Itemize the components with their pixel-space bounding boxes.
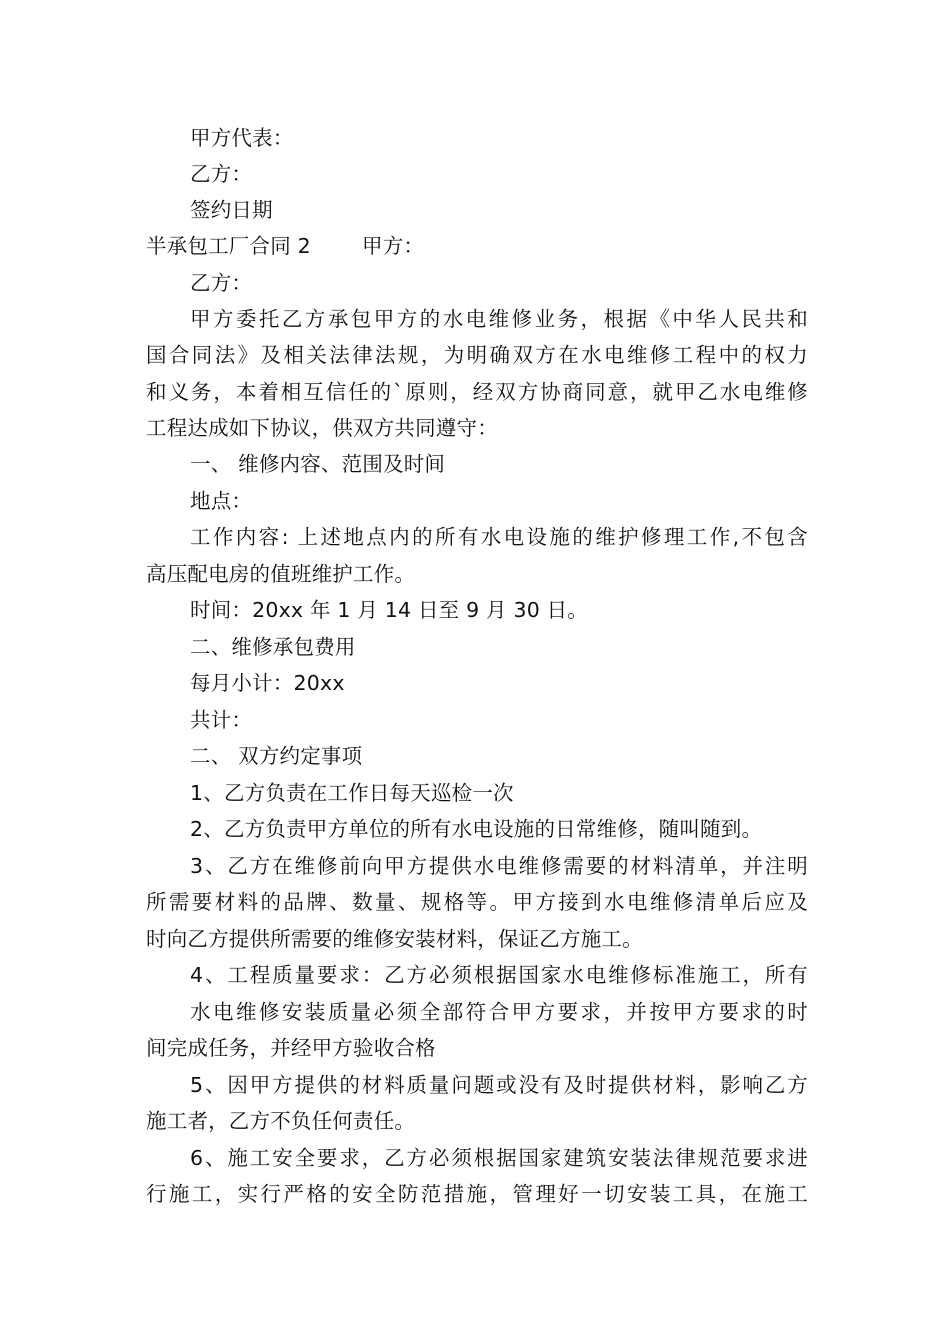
paragraph-line: 间完成任务，并经甲方验收合格 <box>146 1036 436 1060</box>
section-heading: 二、维修承包费用 <box>190 635 356 659</box>
text-line: 签约日期 <box>190 198 273 222</box>
list-item: 1、乙方负责在工作日每天巡检一次 <box>190 781 514 805</box>
paragraph-line: 工程达成如下协议，供双方共同遵守： <box>146 416 498 440</box>
paragraph-line: 和义务，本着相互信任的`原则，经双方协商同意，就甲乙水电维修 <box>146 380 808 404</box>
list-item: 5、因甲方提供的材料质量问题或没有及时提供材料，影响乙方 <box>190 1073 808 1097</box>
list-item: 3、乙方在维修前向甲方提供水电维修需要的材料清单，并注明 <box>190 854 808 878</box>
paragraph-line: 甲方委托乙方承包甲方的水电维修业务，根据《中华人民共和 <box>190 307 808 331</box>
paragraph-line: 时向乙方提供所需要的维修安装材料，保证乙方施工。 <box>146 927 643 951</box>
text-line: 共计： <box>190 708 253 732</box>
paragraph-line: 所需要材料的品牌、数量、规格等。甲方接到水电维修清单后应及 <box>146 890 808 914</box>
text-line: 每月小计：20xx <box>190 671 345 695</box>
paragraph-line: 施工者，乙方不负任何责任。 <box>146 1109 416 1133</box>
section-heading: 半承包工厂合同 2 <box>146 234 311 258</box>
list-item: 4、工程质量要求：乙方必须根据国家水电维修标准施工，所有 <box>190 963 808 987</box>
text-line: 地点： <box>190 489 253 513</box>
text-line: 乙方： <box>190 162 253 186</box>
text-line: 甲方： <box>362 234 425 258</box>
paragraph-line: 工作内容: 上述地点内的所有水电设施的维护修理工作,不包含 <box>190 525 808 549</box>
text-line: 甲方代表： <box>190 126 294 150</box>
paragraph-line: 水电维修安装质量必须全部符合甲方要求，并按甲方要求的时 <box>190 1000 808 1024</box>
text-line: 乙方： <box>190 271 253 295</box>
section-heading: 一、 维修内容、范围及时间 <box>190 452 446 476</box>
list-item: 2、乙方负责甲方单位的所有水电设施的日常维修，随叫随到。 <box>190 817 763 841</box>
paragraph-line: 国合同法》及相关法律法规，为明确双方在水电维修工程中的权力 <box>146 343 808 367</box>
list-item: 6、施工安全要求，乙方必须根据国家建筑安装法律规范要求进 <box>190 1146 808 1170</box>
paragraph-line: 高压配电房的值班维护工作。 <box>146 562 416 586</box>
section-heading: 二、 双方约定事项 <box>190 744 363 768</box>
paragraph-line: 行施工，实行严格的安全防范措施，管理好一切安装工具，在施工 <box>146 1182 808 1206</box>
text-line: 时间：20xx 年 1 月 14 日至 9 月 30 日。 <box>190 598 589 622</box>
